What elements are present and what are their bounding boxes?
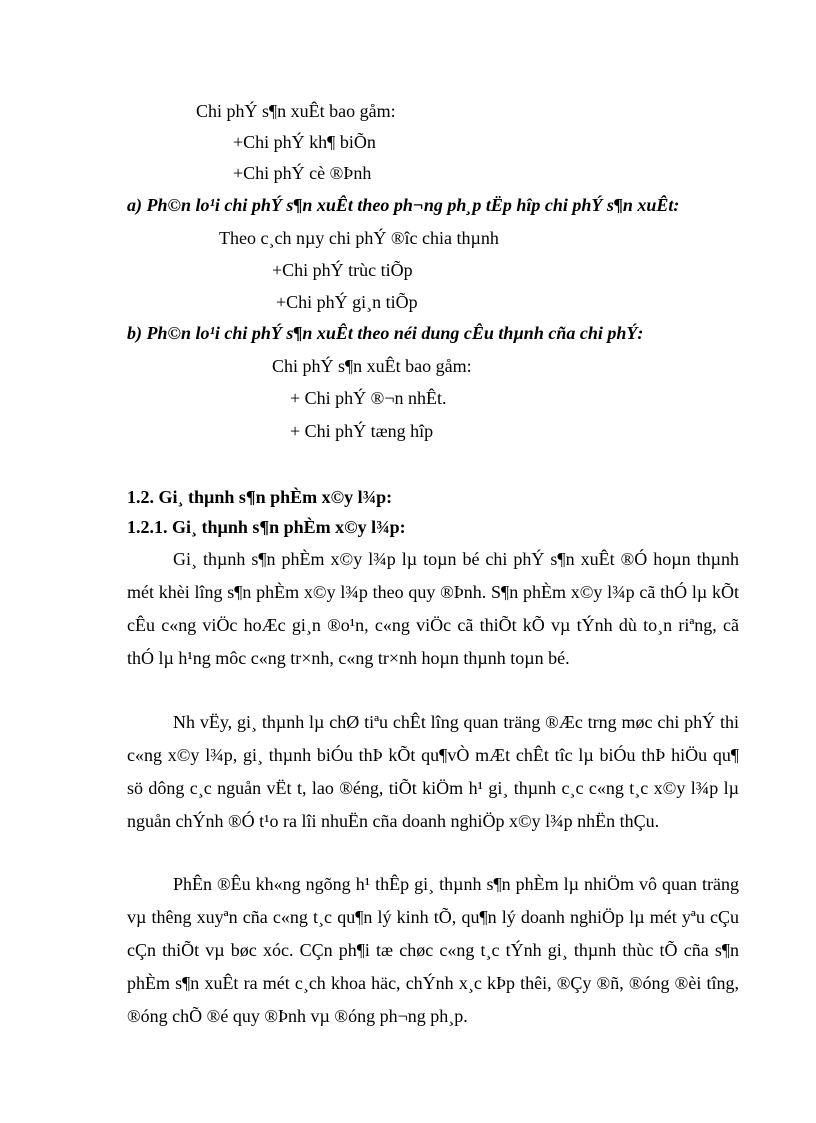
heading-b: b) Ph©n lo¹i chi phÝ s¶n xuÊt theo néi dung cÊu thµnh cña chi phÝ: — [127, 323, 644, 343]
production-cost-includes-line: Chi phÝ s¶n xuÊt bao gåm: — [196, 101, 396, 121]
indirect-cost-item: +Chi phÝ gi¸n tiÕp — [276, 292, 418, 312]
heading-a: a) Ph©n lo¹i chi phÝ s¶n xuÊt theo ph¬ng ph¸p tËp hîp chi phÝ s¶n xuÊt: — [127, 195, 680, 215]
variable-cost-item: +Chi phÝ kh¶ biÕn — [233, 132, 376, 152]
direct-cost-item: +Chi phÝ trùc tiÕp — [272, 260, 413, 280]
single-cost-item: + Chi phÝ ®¬n nhÊt. — [290, 388, 447, 408]
paragraph-quality-indicator: Nh vËy, gi¸ thµnh lµ chØ tiªu chÊt lîng quan träng ®Æc trng møc chi phÝ thi c«ng x©y l¾p, gi¸ thµnh biÓu thÞ kÕt qu¶vÒ mÆt chÊt tîc lµ biÓu thÞ hiÖu qu¶ sö dông c¸c nguån vËt t, lao ®éng, tiÕt kiÖm h¹ gi¸ thµnh c¸c c«ng t¸c x©y l¾p lµ nguån chÝnh ®Ó t¹o ra lîi nhuËn cña doanh nghiÖp x©y l¾p nhËn thÇu. — [127, 712, 739, 831]
section-1-2-1-title: 1.2.1. Gi¸ thµnh s¶n phÈm x©y l¾p: — [127, 517, 406, 537]
fixed-cost-item: +Chi phÝ cè ®Þnh — [233, 163, 372, 183]
aggregate-cost-item: + Chi phÝ tæng hîp — [290, 421, 434, 441]
section-1-2-title: 1.2. Gi¸ thµnh s¶n phÈm x©y l¾p: — [127, 487, 393, 507]
paragraph-cost-reduction: PhÊn ®Êu kh«ng ngõng h¹ thÊp gi¸ thµnh s¶n phÈm lµ nhiÖm vô quan träng vµ thêng xuyªn cña c«ng t¸c qu¶n lý kinh tÕ, qu¶n lý doanh nghiÖp lµ mét yªu cÇu cÇn thiÕt vµ bøc xóc. CÇn ph¶i tæ chøc c«ng t¸c tÝnh gi¸ thµnh thùc tÕ cña s¶n phÈm s¶n xuÊt ra mét c¸ch khoa häc, chÝnh x¸c kÞp thêi, ®Çy ®ñ, ®óng ®èi tîng, ®óng chÕ ®é quy ®Þnh vµ ®óng ph¬ng ph¸p. — [127, 874, 739, 1026]
classification-method-line: Theo c¸ch nµy chi phÝ ®îc chia thµnh — [219, 228, 499, 248]
production-cost-includes-line-2: Chi phÝ s¶n xuÊt bao gåm: — [272, 356, 472, 376]
paragraph-definition: Gi¸ thµnh s¶n phÈm x©y l¾p lµ toµn bé chi phÝ s¶n xuÊt ®Ó hoµn thµnh mét khèi lîng s¶n phÈm x©y l¾p theo quy ®Þnh. S¶n phÈm x©y l¾p cã thÓ lµ kÕt cÊu c«ng viÖc hoÆc gi¸n ®o¹n, c«ng viÖc cã thiÕt kÕ vµ tÝnh dù to¸n riªng, cã thÓ lµ h¹ng môc c«ng tr×nh, c«ng tr×nh hoµn thµnh toµn bé. — [127, 549, 739, 668]
